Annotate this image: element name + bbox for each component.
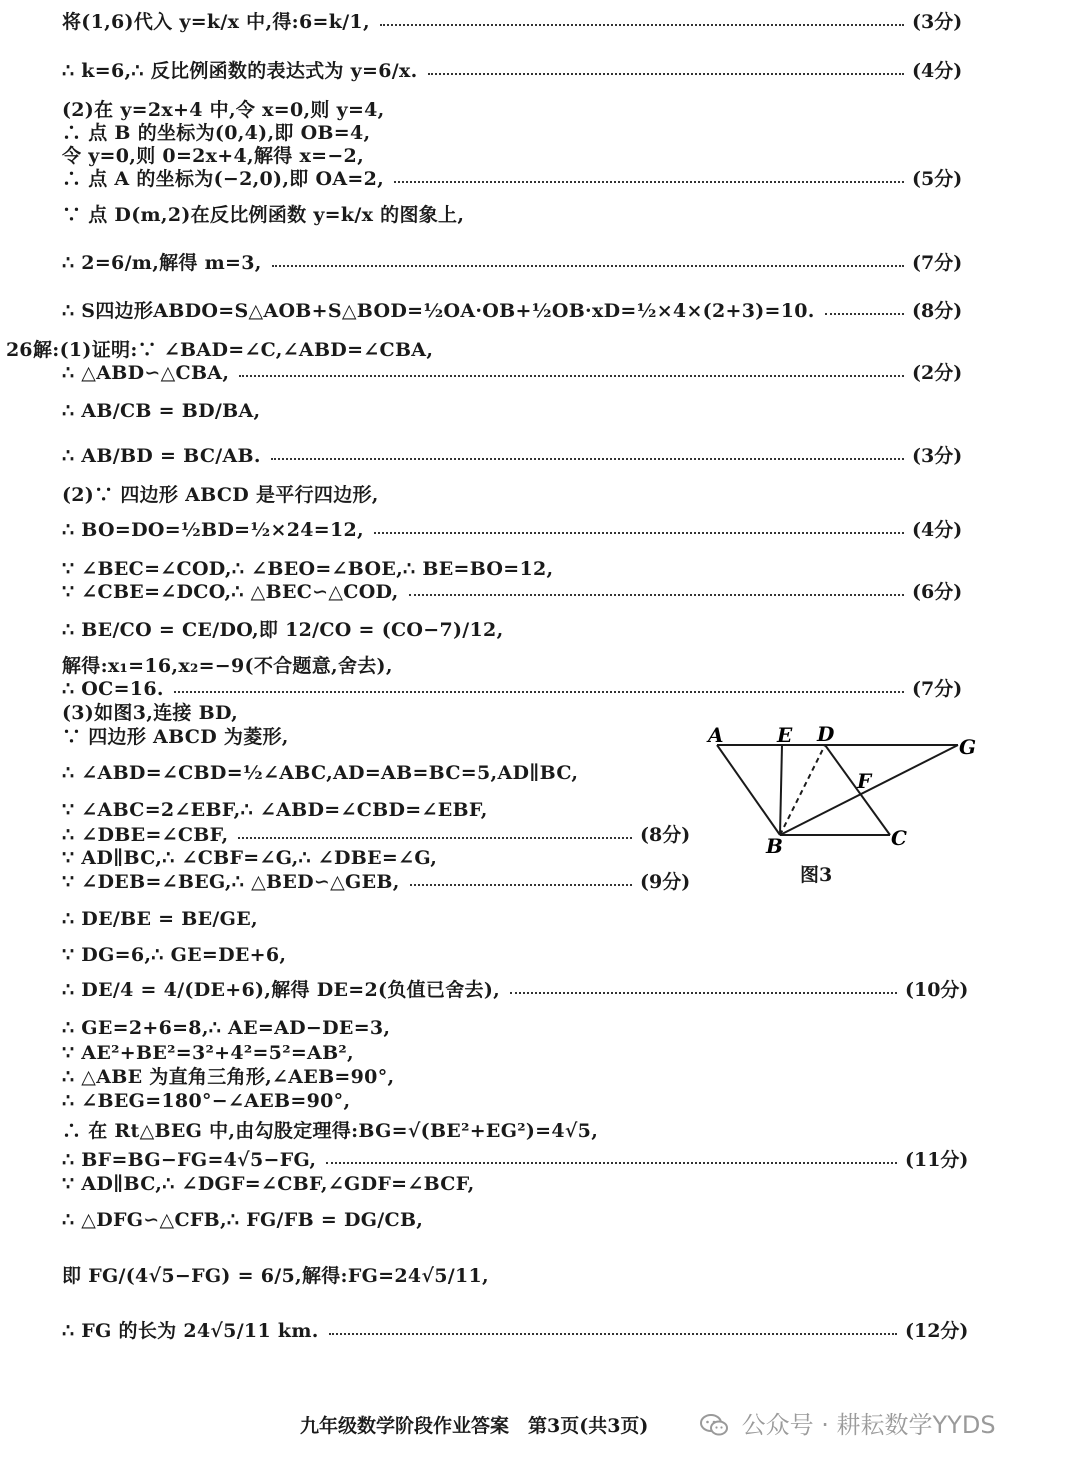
line-text: ∴ ∠DBE=∠CBF,	[62, 824, 229, 846]
score-mark: (11分)	[905, 1149, 969, 1171]
solution-line	[0, 202, 1080, 228]
score-mark: (7分)	[912, 252, 963, 274]
point-label-A: A	[708, 723, 724, 747]
solution-line	[0, 443, 1080, 469]
solution-line	[0, 1318, 1080, 1344]
score-mark: (3分)	[912, 11, 963, 33]
solution-line	[0, 1064, 1080, 1090]
point-label-B: B	[766, 834, 783, 858]
line-text: ∵ ∠ABC=2∠EBF,∴ ∠ABD=∠CBD=∠EBF,	[62, 799, 488, 821]
solution-line	[0, 906, 1080, 932]
line-text: ∴ BO=DO=½BD=½×24=12,	[62, 519, 364, 541]
score-mark: (8分)	[912, 300, 963, 322]
dotted-leader	[239, 375, 904, 377]
line-text: 即 FG/(4√5−FG) = 6/5,解得:FG=24√5/11,	[62, 1265, 489, 1287]
line-text: ∴ 2=6/m,解得 m=3,	[62, 252, 262, 274]
figure-caption: 图3	[800, 864, 833, 886]
dotted-leader	[326, 1162, 897, 1164]
score-mark: (12分)	[905, 1320, 969, 1342]
dotted-leader	[329, 1333, 897, 1335]
dotted-leader	[510, 992, 897, 994]
dotted-leader	[380, 24, 904, 26]
line-text: ∵ ∠CBE=∠DCO,∴ △BEC∽△COD,	[62, 581, 399, 603]
line-text: ∴ S四边形ABDO=S△AOB+S△BOD=½OA·OB+½OB·xD=½×4×(2+3)=10.	[62, 300, 815, 322]
wechat-icon	[700, 1414, 728, 1436]
line-text: ∴ △ABE 为直角三角形,∠AEB=90°,	[62, 1066, 395, 1088]
solution-line	[0, 1088, 1080, 1114]
line-text: (2)在 y=2x+4 中,令 x=0,则 y=4,	[62, 99, 385, 121]
line-text: ∴ AB/BD = BC/AB.	[62, 445, 261, 467]
page-footer: 九年级数学阶段作业答案 第3页(共3页)	[300, 1415, 649, 1437]
line-text: ∴ BE/CO = CE/DO,即 12/CO = (CO−7)/12,	[62, 619, 504, 641]
line-text: ∴ OC=16.	[62, 678, 164, 700]
solution-line	[0, 1207, 1080, 1233]
solution-line	[0, 977, 1080, 1003]
solution-line	[0, 58, 1080, 84]
solution-line	[0, 517, 1080, 543]
solution-line	[0, 166, 1080, 192]
solution-line	[0, 398, 1080, 424]
line-text: ∵ AD∥BC,∴ ∠CBF=∠G,∴ ∠DBE=∠G,	[62, 847, 438, 869]
solution-line	[0, 298, 1080, 324]
line-text: 解得:x₁=16,x₂=−9(不合题意,舍去),	[62, 655, 393, 677]
point-label-G: G	[959, 735, 977, 759]
dotted-leader	[238, 837, 632, 839]
dotted-leader	[825, 313, 904, 315]
score-mark: (3分)	[912, 445, 963, 467]
score-mark: (5分)	[912, 168, 963, 190]
dotted-leader	[272, 265, 904, 267]
segment-BD	[780, 745, 825, 835]
solution-line	[0, 617, 1080, 643]
line-text: ∴ DE/4 = 4/(DE+6),解得 DE=2(负值已舍去),	[62, 979, 501, 1001]
solution-line	[0, 1263, 1080, 1289]
line-text: ∴ 点 A 的坐标为(−2,0),即 OA=2,	[62, 168, 385, 190]
score-mark: (4分)	[912, 60, 963, 82]
line-text: ∵ AD∥BC,∴ ∠DGF=∠CBF,∠GDF=∠BCF,	[62, 1173, 475, 1195]
dotted-leader	[428, 73, 904, 75]
line-text: ∴ AB/CB = BD/BA,	[62, 400, 261, 422]
watermark-text: 公众号 · 耕耘数学YYDS	[741, 1411, 996, 1439]
solution-line	[0, 1015, 1080, 1041]
dotted-leader	[394, 181, 904, 183]
solution-line	[0, 1118, 1080, 1144]
dotted-leader	[374, 532, 904, 534]
line-text: ∴ GE=2+6=8,∴ AE=AD−DE=3,	[62, 1017, 391, 1039]
line-text: ∵ AE²+BE²=3²+4²=5²=AB²,	[62, 1042, 354, 1064]
geometry-figure	[700, 720, 990, 890]
solution-line	[0, 360, 1080, 386]
line-text: ∴ 在 Rt△BEG 中,由勾股定理得:BG=√(BE²+EG²)=4√5,	[62, 1120, 599, 1142]
line-text: ∴ k=6,∴ 反比例函数的表达式为 y=6/x.	[62, 60, 418, 82]
line-text: ∴ FG 的长为 24√5/11 km.	[62, 1320, 319, 1342]
line-text: 解:(1)证明:∵ ∠BAD=∠C,∠ABD=∠CBA,	[33, 339, 434, 361]
line-text: (2)∵ 四边形 ABCD 是平行四边形,	[62, 484, 379, 506]
point-label-E: E	[777, 723, 793, 747]
score-mark: (8分)	[640, 824, 691, 846]
line-text: ∵ ∠BEC=∠COD,∴ ∠BEO=∠BOE,∴ BE=BO=12,	[62, 558, 554, 580]
line-text: ∴ BF=BG−FG=4√5−FG,	[62, 1149, 317, 1171]
dotted-leader	[271, 458, 904, 460]
score-mark: (10分)	[905, 979, 969, 1001]
dotted-leader	[410, 884, 632, 886]
line-text: ∵ 点 D(m,2)在反比例函数 y=k/x 的图象上,	[62, 204, 465, 226]
line-text: ∵ 四边形 ABCD 为菱形,	[62, 726, 289, 748]
line-text: ∴ 点 B 的坐标为(0,4),即 OB=4,	[62, 122, 371, 144]
point-label-C: C	[891, 826, 907, 850]
solution-line	[0, 1040, 1080, 1066]
solution-line	[0, 9, 1080, 35]
line-text: ∴ △DFG∽△CFB,∴ FG/FB = DG/CB,	[62, 1209, 424, 1231]
question-number: 26.	[6, 339, 40, 361]
dotted-leader	[409, 594, 904, 596]
line-text: ∵ DG=6,∴ GE=DE+6,	[62, 944, 287, 966]
solution-line	[0, 250, 1080, 276]
score-mark: (2分)	[912, 362, 963, 384]
score-mark: (4分)	[912, 519, 963, 541]
score-mark: (7分)	[912, 678, 963, 700]
point-label-F: F	[857, 769, 872, 793]
score-mark: (9分)	[640, 871, 691, 893]
line-text: ∴ ∠ABD=∠CBD=½∠ABC,AD=AB=BC=5,AD∥BC,	[62, 762, 579, 784]
dotted-leader	[174, 691, 904, 693]
line-text: ∴ DE/BE = BE/GE,	[62, 908, 258, 930]
solution-line	[0, 1147, 1080, 1173]
line-text: 将(1,6)代入 y=k/x 中,得:6=k/1,	[62, 11, 370, 33]
solution-line	[0, 579, 1080, 605]
score-mark: (6分)	[912, 581, 963, 603]
line-text: (3)如图3,连接 BD,	[62, 702, 239, 724]
segment-AB	[717, 745, 780, 835]
line-text: ∵ ∠DEB=∠BEG,∴ △BED∽△GEB,	[62, 871, 400, 893]
solution-line	[0, 942, 1080, 968]
solution-line	[0, 482, 1080, 508]
point-label-D: D	[817, 722, 835, 746]
line-text: ∴ △ABD∽△CBA,	[62, 362, 230, 384]
solution-line	[0, 1171, 1080, 1197]
solution-line	[0, 676, 1080, 702]
watermark	[700, 1405, 996, 1440]
line-text: ∴ ∠BEG=180°−∠AEB=90°,	[62, 1090, 351, 1112]
segment-BE	[780, 745, 782, 835]
line-text: 令 y=0,则 0=2x+4,解得 x=−2,	[62, 145, 364, 167]
